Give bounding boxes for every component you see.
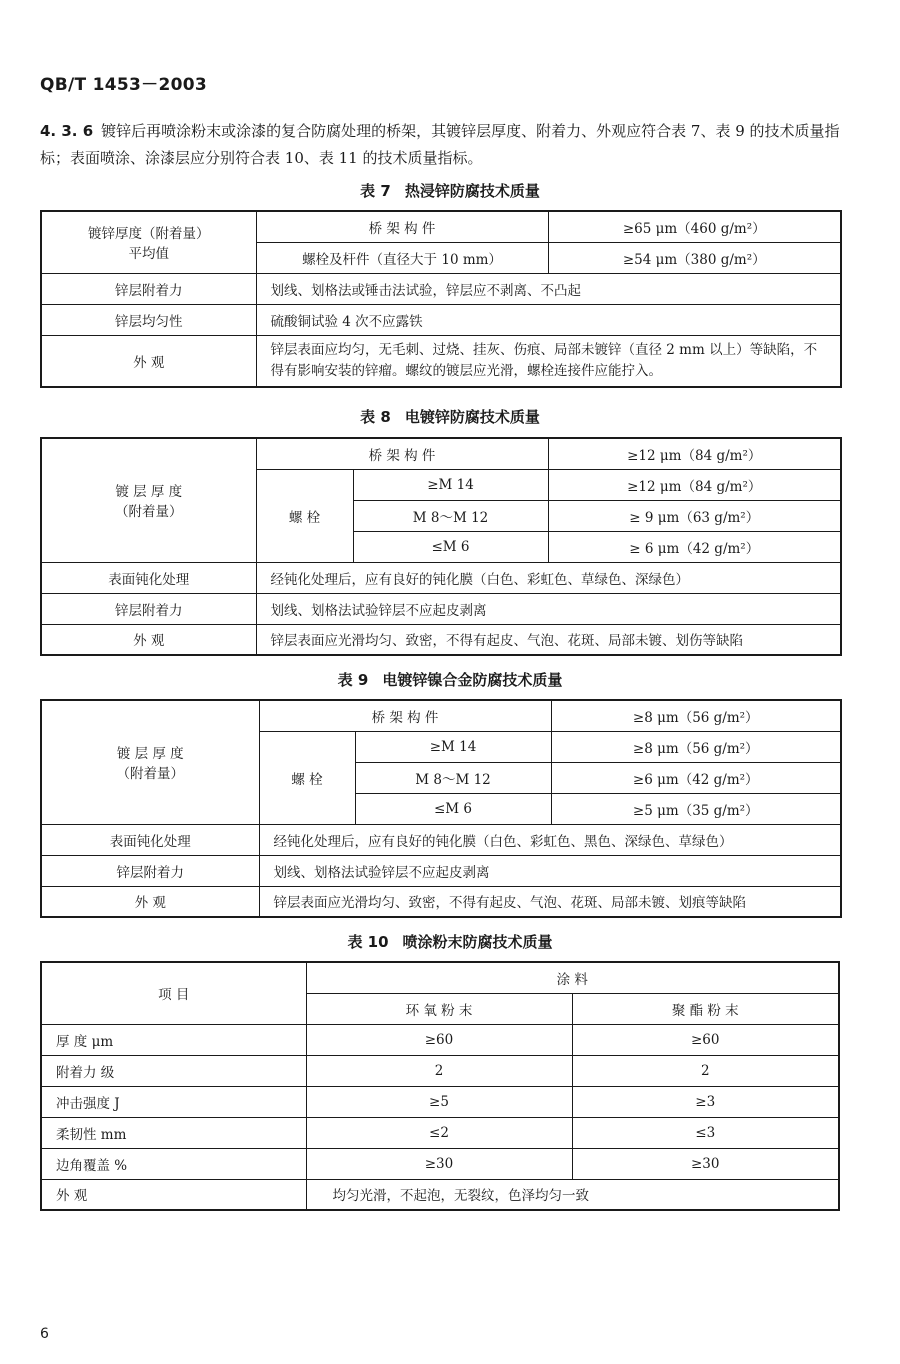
table10-item: 附着力 级 (41, 1055, 306, 1086)
table9-bridge-parts-value: ≥8 μm（56 g/m²） (551, 700, 841, 731)
table10-polyester-value: 2 (572, 1055, 839, 1086)
table7-appearance-value: 锌层表面应均匀，无毛刺、过烧、挂灰、伤痕、局部未镀锌（直径 2 mm 以上）等缺陷，不得有影响安装的锌瘤。螺纹的镀层应光滑，螺栓连接件应能拧入。 (256, 335, 841, 387)
table9-bolt-value: ≥6 μm（42 g/m²） (551, 762, 841, 793)
table8-appearance-value: 锌层表面应光滑均匀、致密，不得有起皮、气泡、花斑、局部未镀、划伤等缺陷 (256, 624, 841, 655)
clause-paragraph (40, 118, 860, 172)
table-row (41, 1117, 839, 1148)
table10-epoxy-value: 2 (306, 1055, 572, 1086)
table8-thickness-label-2: （附着量） (115, 504, 183, 521)
table10-epoxy-value: ≥60 (306, 1024, 572, 1055)
table-row (41, 1086, 839, 1117)
table9-thickness-label-2: （附着量） (116, 766, 184, 783)
table8-bolt-value: ≥ 6 μm（42 g/m²） (548, 531, 841, 562)
table7-adhesion-label: 锌层附着力 (41, 273, 256, 304)
table10-polyester-value: ≥60 (572, 1024, 839, 1055)
table10-appearance-label: 外 观 (41, 1179, 306, 1210)
table-row (41, 1024, 839, 1055)
table8-title: 电镀锌防腐技术质量 (404, 408, 540, 426)
table8-bolt-size: ≤M 6 (353, 531, 548, 562)
table9-caption (0, 669, 900, 690)
table7-adhesion-value: 划线、划格法或锤击法试验，锌层应不剥离、不凸起 (256, 273, 841, 304)
table9-bolt-size: M 8～M 12 (355, 762, 551, 793)
table8-bolt-size: ≥M 14 (353, 469, 548, 500)
table8-bolts-label: 螺 栓 (256, 469, 353, 562)
table9-bolt-size: ≥M 14 (355, 731, 551, 762)
table8-thickness-label (41, 438, 256, 562)
table7-bolts: 螺栓及杆件（直径大于 10 mm） (256, 242, 548, 273)
table7-caption (0, 180, 900, 201)
table7-bridge-parts: 桥 架 构 件 (256, 211, 548, 242)
table-row (41, 1055, 839, 1086)
table8-adhesion-label: 锌层附着力 (41, 593, 256, 624)
table8-bolt-size: M 8～M 12 (353, 500, 548, 531)
table7-thickness-label-1: 镀锌厚度（附着量） (88, 226, 210, 243)
table9-thickness-label (41, 700, 259, 824)
table7-number: 表 7 (360, 182, 391, 200)
table10-number: 表 10 (347, 933, 389, 951)
table-row (41, 1148, 839, 1179)
table9-passivation-label: 表面钝化处理 (41, 824, 259, 855)
table9-bolt-value: ≥8 μm（56 g/m²） (551, 731, 841, 762)
table8-caption (0, 406, 900, 427)
table8-bridge-parts: 桥 架 构 件 (256, 438, 548, 469)
table8-thickness-label-1: 镀 层 厚 度 (115, 484, 183, 501)
table9-appearance-value: 锌层表面应光滑均匀、致密，不得有起皮、气泡、花斑、局部未镀、划痕等缺陷 (259, 886, 841, 917)
table10-col-epoxy: 环 氧 粉 末 (306, 993, 572, 1024)
table7 (40, 210, 842, 388)
table10-item: 柔韧性 mm (41, 1117, 306, 1148)
table8-bolt-value: ≥ 9 μm（63 g/m²） (548, 500, 841, 531)
table9-appearance-label: 外 观 (41, 886, 259, 917)
table10-epoxy-value: ≥5 (306, 1086, 572, 1117)
page-number: 6 (40, 1326, 49, 1342)
table10 (40, 961, 840, 1211)
table10-polyester-value: ≤3 (572, 1117, 839, 1148)
table7-title: 热浸锌防腐技术质量 (404, 182, 540, 200)
table9-number: 表 9 (337, 671, 369, 689)
table10-polyester-value: ≥3 (572, 1086, 839, 1117)
table10-title: 喷涂粉末防腐技术质量 (402, 933, 553, 951)
table10-caption (0, 931, 900, 952)
table8 (40, 437, 842, 656)
table8-number: 表 8 (360, 408, 391, 426)
table10-appearance-value: 均匀光滑，不起泡，无裂纹，色泽均匀一致 (306, 1179, 839, 1210)
table10-item-header: 项 目 (41, 962, 306, 1024)
table9-passivation-value: 经钝化处理后，应有良好的钝化膜（白色、彩虹色、黑色、深绿色、草绿色） (259, 824, 841, 855)
standard-code: QB/T 1453－2003 (40, 75, 207, 95)
table9-title: 电镀锌镍合金防腐技术质量 (382, 671, 563, 689)
table9-adhesion-label: 锌层附着力 (41, 855, 259, 886)
table8-passivation-value: 经钝化处理后，应有良好的钝化膜（白色、彩虹色、草绿色、深绿色） (256, 562, 841, 593)
table9-bridge-parts: 桥 架 构 件 (259, 700, 551, 731)
table9-bolts-label: 螺 栓 (259, 731, 355, 824)
table10-epoxy-value: ≥30 (306, 1148, 572, 1179)
clause-number: 4. 3. 6 (40, 122, 94, 140)
table8-adhesion-value: 划线、划格法试验锌层不应起皮剥离 (256, 593, 841, 624)
table9-thickness-label-1: 镀 层 厚 度 (116, 746, 184, 763)
table9-bolt-value: ≥5 μm（35 g/m²） (551, 793, 841, 824)
table7-uniformity-value: 硫酸铜试验 4 次不应露铁 (256, 304, 841, 335)
table8-appearance-label: 外 观 (41, 624, 256, 655)
table7-bridge-parts-value: ≥65 μm（460 g/m²） (548, 211, 841, 242)
table9-bolt-size: ≤M 6 (355, 793, 551, 824)
table7-appearance-label: 外 观 (41, 335, 256, 387)
table10-polyester-value: ≥30 (572, 1148, 839, 1179)
table10-epoxy-value: ≤2 (306, 1117, 572, 1148)
table10-coating-header: 涂 料 (306, 962, 839, 993)
table10-item: 冲击强度 J (41, 1086, 306, 1117)
table7-uniformity-label: 锌层均匀性 (41, 304, 256, 335)
table9 (40, 699, 842, 918)
table10-col-polyester: 聚 酯 粉 末 (572, 993, 839, 1024)
table9-adhesion-value: 划线、划格法试验锌层不应起皮剥离 (259, 855, 841, 886)
table7-bolts-value: ≥54 μm（380 g/m²） (548, 242, 841, 273)
table10-item: 边角覆盖 % (41, 1148, 306, 1179)
table8-passivation-label: 表面钝化处理 (41, 562, 256, 593)
clause-text: 镀锌后再喷涂粉末或涂漆的复合防腐处理的桥架，其镀锌层厚度、附着力、外观应符合表 7、表 9 的技术质量指标；表面喷涂、涂漆层应分别符合表 10、表 11 的技术质量指标。 (40, 122, 840, 167)
table8-bolt-value: ≥12 μm（84 g/m²） (548, 469, 841, 500)
table8-bridge-parts-value: ≥12 μm（84 g/m²） (548, 438, 841, 469)
table7-thickness-label-2: 平均值 (128, 246, 169, 263)
table10-item: 厚 度 μm (41, 1024, 306, 1055)
table7-thickness-label (41, 211, 256, 273)
